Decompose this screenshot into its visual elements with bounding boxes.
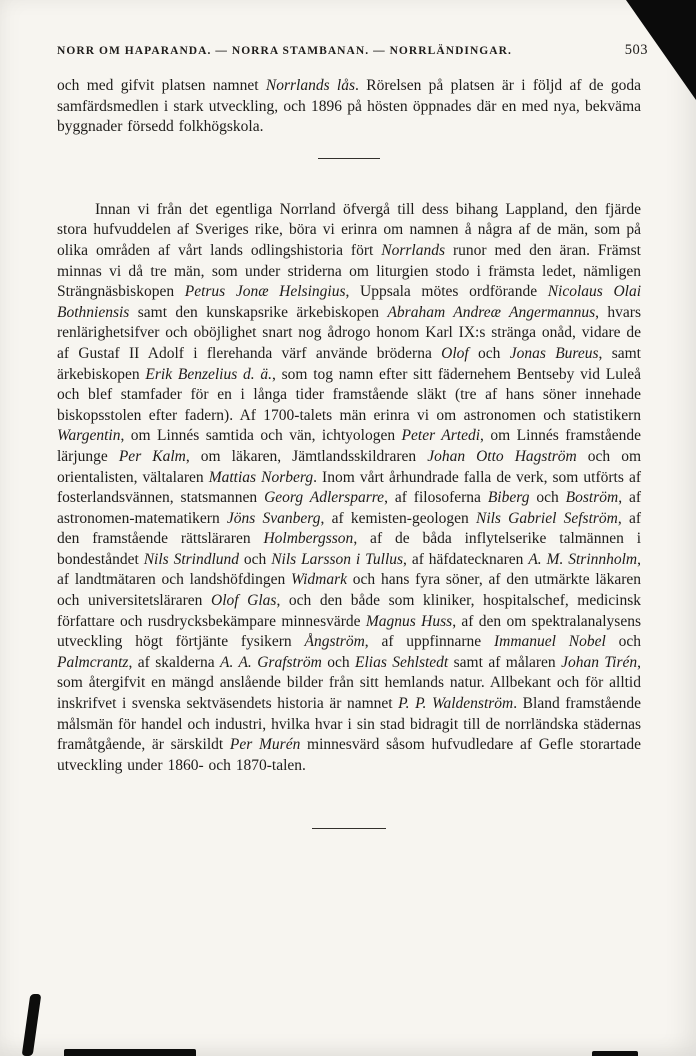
page-header <box>57 42 648 59</box>
paragraph: och med gifvit platsen namnet Norrlands lås. Rörelsen på platsen är i följd af de goda samfärdsmedlen i stark utveckling, och 1896 på hösten öppnades där en med nya, bekväma byggnader försedd folkhögskola. <box>57 77 641 136</box>
section-divider <box>318 158 380 159</box>
section-divider <box>312 828 386 829</box>
running-title: NORR OM HAPARANDA. — NORRA STAMBANAN. — NORRLÄNDINGAR. <box>57 45 512 57</box>
paragraph: Innan vi från det egentliga Norrland öfvergå till dess bihang Lappland, den fjärde stora hufvuddelen af Sveriges rike, böra vi erinra om namnen å några af de män, som på olika områden af vårt lands odlingshistoria fört Norrlands runor med den äran. Främst minnas vi då tre män, som under striderna om liturgien stodo i främsta ledet, nämligen Strängnäsbiskopen Petrus Jonæ Helsingius, Uppsala mötes ordförande Nicolaus Olai Bothniensis samt den kunskapsrike ärkebiskopen Abraham Andreæ Angermannus, hvars renlärighetsifver och oböjlighet snart nog ådrogo honom Karl IX:s stränga onåd, vidare de af Gustaf II Adolf i flerehanda värf använde bröderna Olof och Jonas Bureus, samt ärkebiskopen Erik Benzelius d. ä., som tog namn efter sitt fädernehem Bentseby vid Luleå och blef stamfader för en i långa tider framstående släkt (tre af hans söner innehade biskopsstolen efter fadern). Af 1700-talets män erinra vi om astronomen och statistikern Wargentin, om Linnés samtida och vän, ichtyologen Peter Artedi, om Linnés framstående lärjunge Per Kalm, om läkaren, Jämtlandsskildraren Johan Otto Hagström och om orientalisten, vältalaren Mattias Norberg. Inom vårt århundrade falla de verk, som utförts af fosterlandsvännen, statsmannen Georg Adlersparre, af filosoferna Biberg och Boström, af astronomen-matematikern Jöns Svanberg, af kemisten-geologen Nils Gabriel Sefström, af den framstående rättsläraren Holmbergsson, af de båda inflytelserike talmännen i bondeståndet Nils Strindlund och Nils Larsson i Tullus, af häfdatecknaren A. M. Strinnholm, af landtmätaren och landshöfdingen Widmark och hans fyra söner, af den utmärkte läkaren och universitetsläraren Olof Glas, och den både som kliniker, hospitalschef, medicinsk författare och rusdrycksbekämpare minnesvärde Magnus Huss, af den om spektralanalysens utveckling högt förtjänte fysikern Ångström, af uppfinnarne Immanuel Nobel och Palmcrantz, af skalderna A. A. Grafström och Elias Sehlstedt samt af målaren Johan Tirén, som återgifvit en mängd anslående bilder från sitt hemlands natur. Allbekant och för alltid inskrifvet i svenska sektväsendets historia är namnet P. P. Waldenström. Bland framstående målsmän för handel och industri, hvilka hvar i sin stad bidragit till de norrländska städernas framåtgående, är särskildt Per Murén minnesvärd såsom hufvudledare af Gefle storartade utveckling under 1860- och 1870-talen. <box>57 200 642 774</box>
scan-artifact-bottom-bar <box>64 1049 196 1056</box>
page-body <box>57 76 641 829</box>
page-paragraphs <box>57 76 641 829</box>
scan-artifact-bottom-left-smudge <box>22 994 42 1056</box>
page-number: 503 <box>624 42 648 58</box>
scan-artifact-bottom-right-smudge <box>592 1051 638 1056</box>
